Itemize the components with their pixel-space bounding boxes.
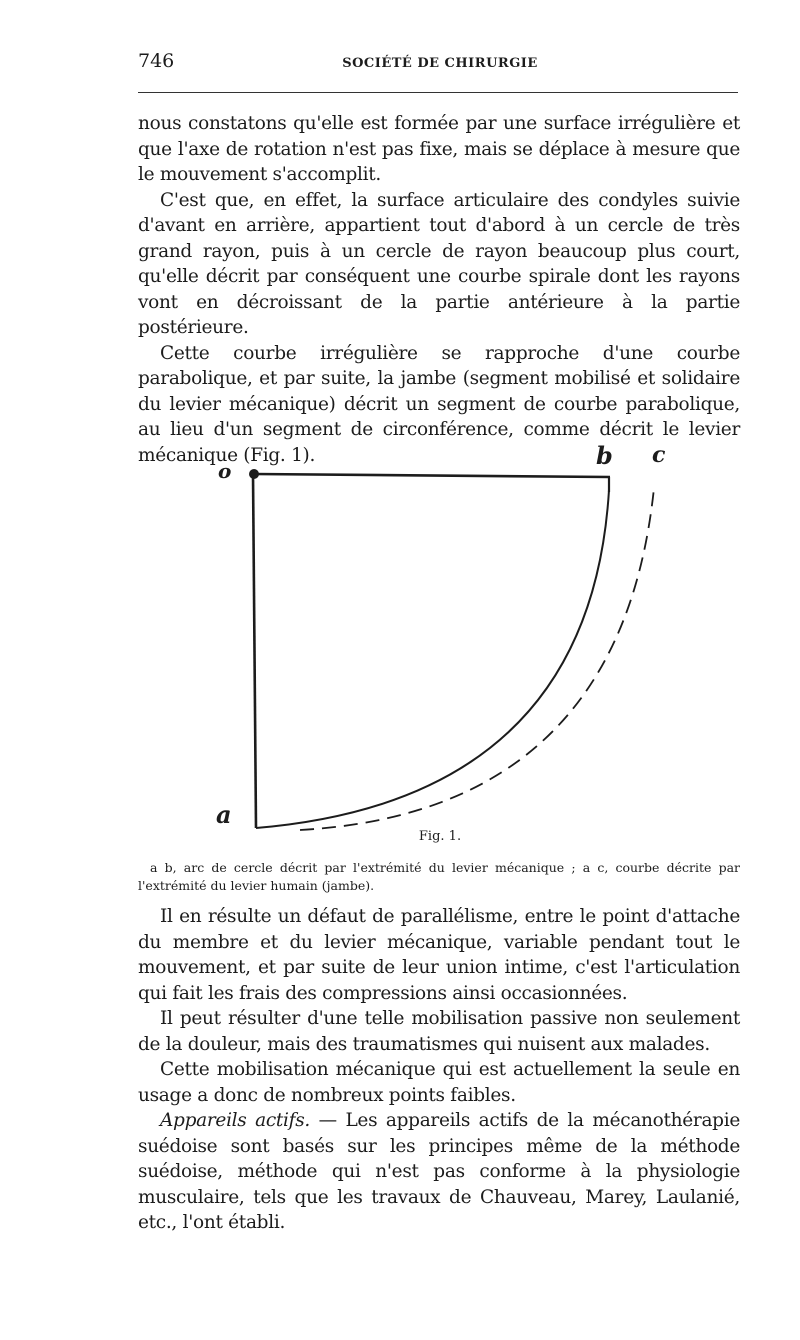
figure-caption-text: a b, arc de cercle décrit par l'extrémité du levier mécanique ; a c, courbe décrite par l'extrémité du levier humain (jambe). <box>138 860 740 893</box>
running-head: SOCIÉTÉ DE CHIRURGIE <box>342 56 538 71</box>
paragraph-4: Il en résulte un défaut de parallélisme, entre le point d'attache du membre et du levier mécanique, variable pendant tout le mouvement, et par suite de leur union intime, c'est l'articulation qui fait les frais des compressions ainsi occasionnées. <box>138 906 740 1004</box>
body-text-top <box>138 111 740 468</box>
section-heading-appareils-actifs: Appareils actifs. <box>160 1110 310 1131</box>
header-rule <box>138 92 738 93</box>
paragraph-5: Il peut résulter d'une telle mobilisation passive non seulement de la douleur, mais des traumatismes qui nuisent aux malades. <box>138 1008 740 1055</box>
paragraph-2: C'est que, en effet, la surface articulaire des condyles suivie d'avant en arrière, appartient tout d'abord à un cercle de très grand rayon, puis à un cercle de rayon beaucoup plus court, qu'elle décrit par conséquent une courbe spirale dont les rayons vont en décroissant de la partie antérieure à la partie postérieure. <box>138 189 740 338</box>
paragraph-1: nous constatons qu'elle est formée par une surface irrégulière et que l'axe de rotation n'est pas fixe, mais se déplace à mesure que le mouvement s'accomplit. <box>138 113 740 185</box>
segment-o-b <box>253 474 610 477</box>
body-text-bottom <box>138 904 740 1236</box>
label-c: c <box>652 442 666 468</box>
paragraph-7 <box>138 1108 740 1236</box>
segment-o-a <box>253 474 256 828</box>
paragraph-3: Cette courbe irrégulière se rapproche d'une courbe parabolique, et par suite, la jambe (segment mobilisé et solidaire du levier mécanique) décrit un segment de courbe parabolique, au lieu d'un segment de circonférence, comme décrit le levier mécanique (Fig. 1). <box>138 342 740 466</box>
figure-1-diagram <box>0 440 800 840</box>
pivot-point-o <box>249 469 259 479</box>
arc-a-b <box>256 490 609 828</box>
label-a: a <box>216 800 232 829</box>
figure-caption <box>138 859 740 895</box>
paragraph-6: Cette mobilisation mécanique qui est actuellement la seule en usage a donc de nombreux points faibles. <box>138 1059 740 1106</box>
figure-title: Fig. 1. <box>418 829 462 844</box>
label-o: o <box>218 459 232 483</box>
page-number: 746 <box>138 50 175 72</box>
paragraph-7-text: Les appareils actifs de la mécanothérapie suédoise sont basés sur les principes même de la méthode suédoise, méthode qui n'est pas conforme à la physiologie musculaire, tels que les travaux de Chauveau, Marey, Laulanié, etc., l'ont établi. <box>138 1110 740 1233</box>
heading-dash: — <box>309 1110 346 1131</box>
label-b: b <box>596 441 613 470</box>
curve-a-c <box>300 488 654 830</box>
